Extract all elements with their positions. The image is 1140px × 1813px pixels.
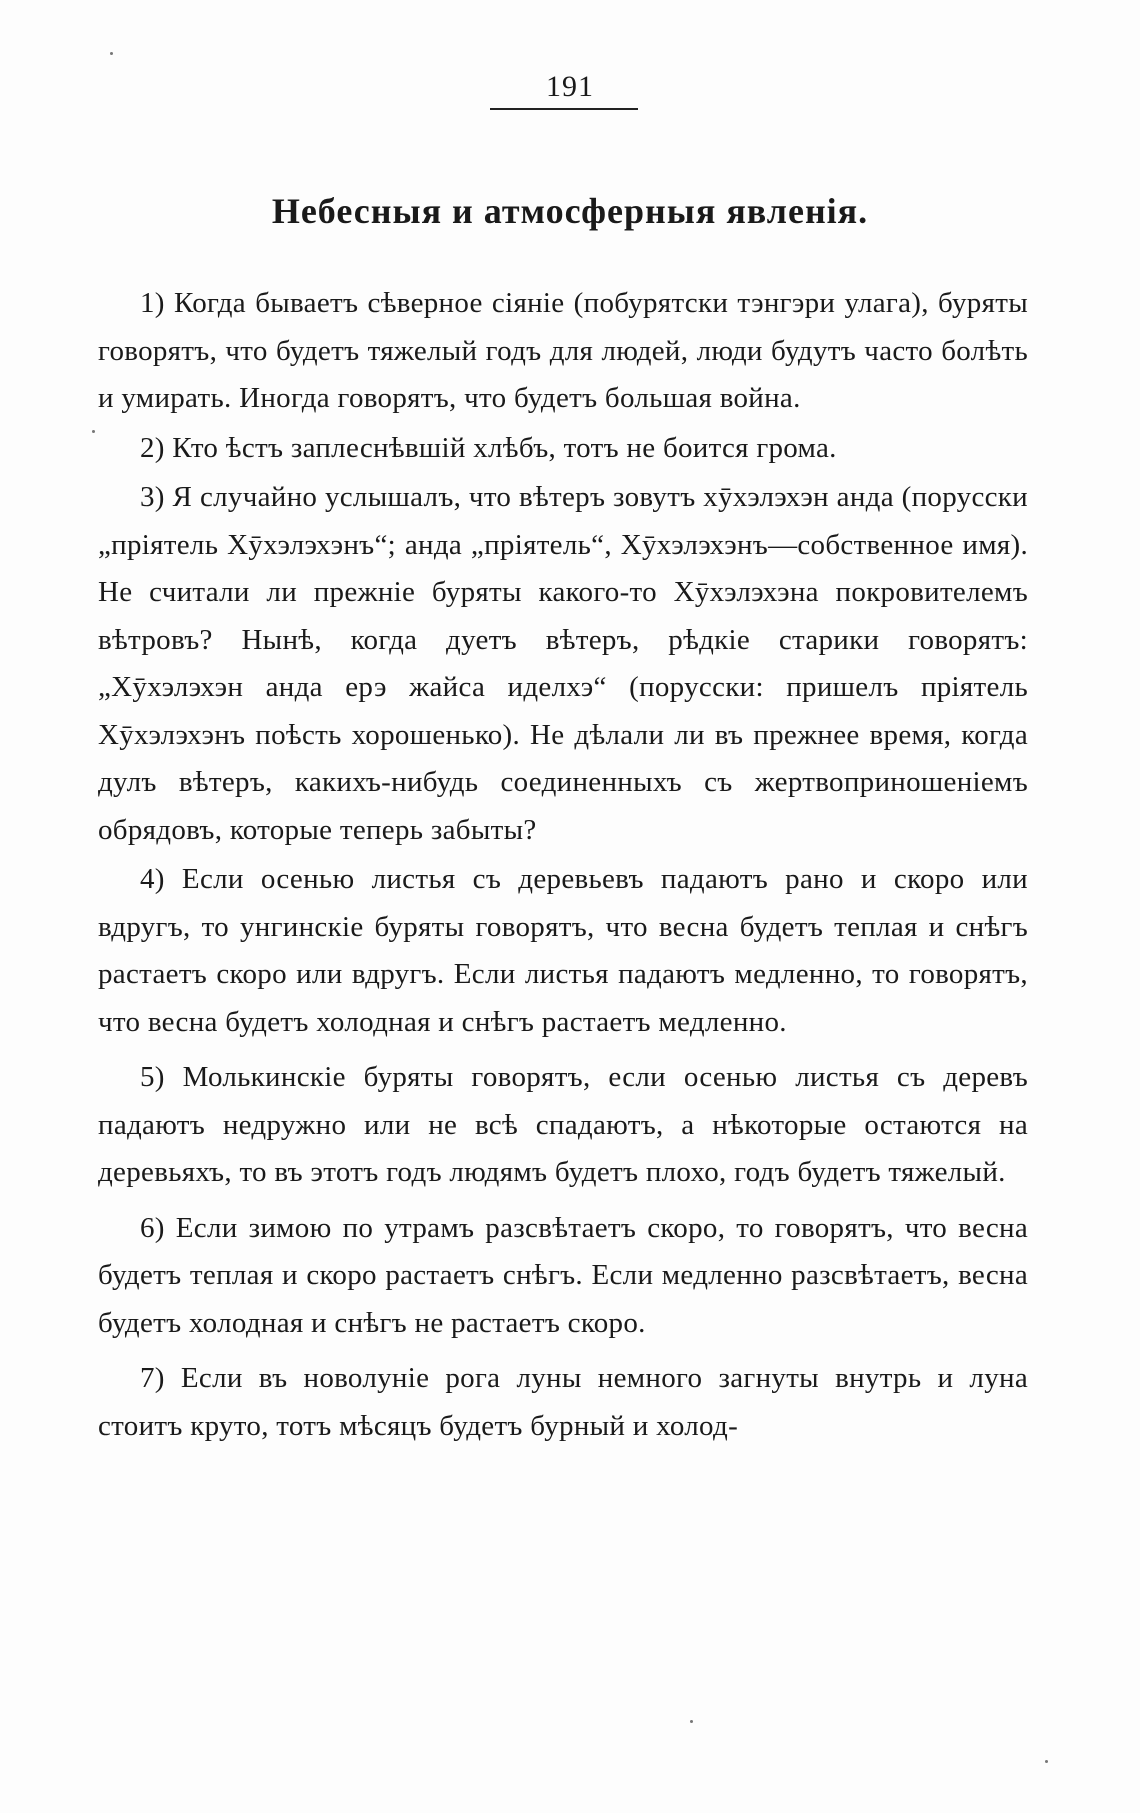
page-number: 191: [546, 70, 594, 103]
chapter-title: Небесныя и атмосферныя явленія.: [271, 191, 869, 231]
paragraph-3: 3) Я случайно услышалъ, что вѣтеръ зовутъ хӯхэлэхэн анда (порусски „пріятель Хӯхэлэхэнъ“; анда „пріятель“, Хӯхэлэхэнъ—собственное имя). Не считали ли прежніе буряты какого-то Хӯхэлэхэна покровителемъ вѣтровъ? Нынѣ, когда дуетъ вѣтеръ, рѣдкіе старики говорятъ: „Хӯхэлэхэн анда ерэ жайса иделхэ“ (порусски: пришелъ пріятель Хӯхэлэхэнъ поѣсть хорошенько). Не дѣлали ли въ прежнее время, когда дулъ вѣтеръ, какихъ-нибудь соединенныхъ съ жертвоприношеніемъ обрядовъ, которые теперь забыты?: [98, 481, 1028, 846]
paragraph-7: 7) Если въ новолуніе рога луны немного загнуты внутрь и луна стоитъ круто, тотъ мѣсяцъ будетъ бурный и холод-: [98, 1362, 1028, 1442]
paper-speck: [690, 1720, 693, 1723]
page-number-underline: [490, 108, 638, 110]
paragraph-6: 6) Если зимою по утрамъ разсвѣтаетъ скоро, то говорятъ, что весна будетъ теплая и скоро растаетъ снѣгъ. Если медленно разсвѣтаетъ, весна будетъ холодная и снѣгъ не растаетъ скоро.: [98, 1211, 1028, 1339]
paper-speck: [110, 52, 113, 55]
paper-speck: [92, 430, 95, 433]
body-text: [98, 280, 1028, 1450]
paragraph-5: 5) Молькинскіе буряты говорятъ, если осенью листья съ деревъ падаютъ недружно или не всѣ спадаютъ, а нѣкоторые остаются на деревьяхъ, то въ этотъ годъ людямъ будетъ плохо, годъ будетъ тяжелый.: [98, 1061, 1028, 1188]
paper-speck: [1045, 1760, 1048, 1763]
paragraph-1: 1) Когда бываетъ сѣверное сіяніе (побурятски тэнгэри улага), буряты говорятъ, что будетъ тяжелый годъ для людей, люди будутъ часто болѣть и умирать. Иногда говорятъ, что будетъ большая война.: [98, 287, 1028, 414]
paragraph-4: 4) Если осенью листья съ деревьевъ падаютъ рано и скоро или вдругъ, то унгинскіе буряты говорятъ, что весна будетъ теплая и снѣгъ растаетъ скоро или вдругъ. Если листья падаютъ медленно, то говорятъ, что весна будетъ холодная и снѣгъ растаетъ медленно.: [98, 863, 1028, 1038]
paragraph-2: 2) Кто ѣстъ заплеснѣвшій хлѣбъ, тотъ не боится грома.: [140, 431, 837, 464]
